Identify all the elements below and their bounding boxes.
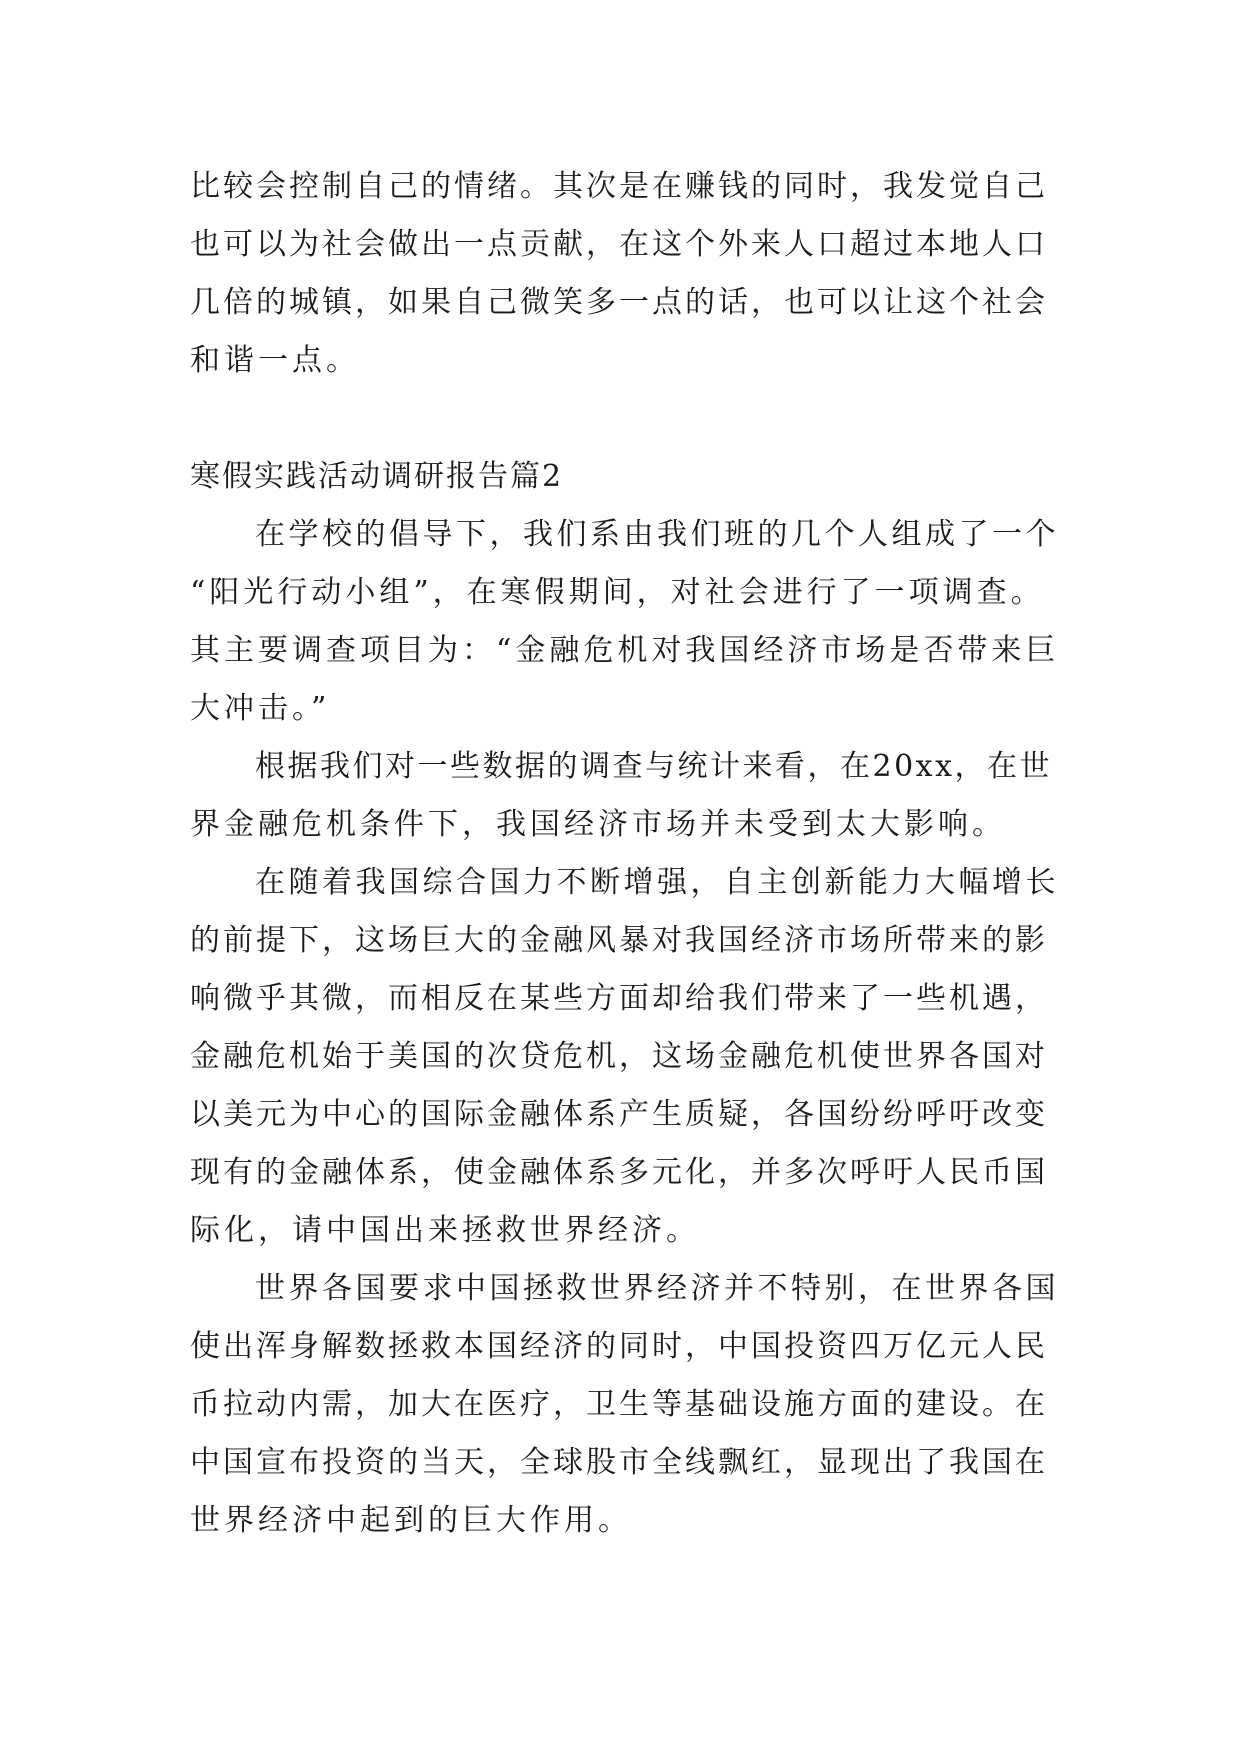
text-line: 现有的金融体系，使金融体系多元化，并多次呼吁人民币国 — [190, 1155, 1048, 1190]
text-line: 以美元为中心的国际金融体系产生质疑，各国纷纷呼吁改变 — [190, 1097, 1048, 1132]
text-line: 几倍的城镇，如果自己微笑多一点的话，也可以让这个社会 — [190, 285, 1048, 320]
paragraph-1 — [190, 506, 1060, 738]
text-line: 响微乎其微，而相反在某些方面却给我们带来了一些机遇， — [190, 981, 1048, 1016]
document-page — [190, 158, 1060, 1550]
text-line: 金融危机始于美国的次贷危机，这场金融危机使世界各国对 — [190, 1039, 1048, 1074]
text-line: 际化，请中国出来拯救世界经济。 — [190, 1213, 700, 1248]
text-line: 使出浑身解数拯救本国经济的同时，中国投资四万亿元人民 — [190, 1329, 1048, 1364]
section-heading: 寒假实践活动调研报告篇2 — [190, 459, 564, 494]
paragraph-3 — [190, 854, 1060, 1260]
blank-line — [190, 390, 1060, 448]
text-line: 的前提下，这场巨大的金融风暴对我国经济市场所带来的影 — [190, 923, 1048, 958]
text-line: 币拉动内需，加大在医疗，卫生等基础设施方面的建设。在 — [190, 1387, 1048, 1422]
paragraph-2 — [190, 738, 1060, 854]
text-line: 大冲击。” — [190, 691, 331, 726]
text-line: 在学校的倡导下，我们系由我们班的几个人组成了一个 — [255, 517, 1059, 552]
intro-paragraph — [190, 158, 1060, 390]
text-line: 在随着我国综合国力不断增强，自主创新能力大幅增长 — [255, 865, 1059, 900]
text-line: 和谐一点。 — [190, 343, 360, 378]
text-line: 其主要调查项目为：“金融危机对我国经济市场是否带来巨 — [190, 633, 1060, 668]
paragraph-4 — [190, 1260, 1060, 1550]
text-line: 世界经济中起到的巨大作用。 — [190, 1503, 632, 1538]
text-line: “阳光行动小组”，在寒假期间，对社会进行了一项调查。 — [190, 575, 1045, 610]
text-line: 比较会控制自己的情绪。其次是在赚钱的同时，我发觉自己 — [190, 169, 1048, 204]
text-line: 根据我们对一些数据的调查与统计来看，在20xx，在世 — [255, 749, 1053, 784]
text-line: 世界各国要求中国拯救世界经济并不特别，在世界各国 — [255, 1271, 1059, 1306]
text-line: 界金融危机条件下，我国经济市场并未受到太大影响。 — [190, 807, 1006, 842]
text-line: 中国宣布投资的当天，全球股市全线飘红，显现出了我国在 — [190, 1445, 1048, 1480]
text-line: 也可以为社会做出一点贡献，在这个外来人口超过本地人口 — [190, 227, 1048, 262]
